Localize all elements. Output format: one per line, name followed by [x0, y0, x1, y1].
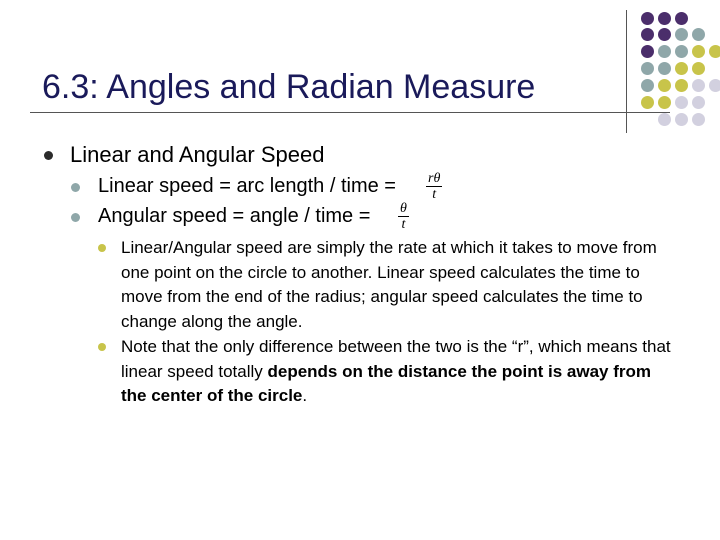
decor-dot	[641, 28, 654, 41]
decor-dot	[692, 28, 705, 41]
angular-speed-text: Angular speed = angle / time =	[98, 205, 371, 227]
decor-dot	[658, 12, 671, 25]
note-text-end: .	[302, 386, 308, 405]
decor-dot	[675, 12, 688, 25]
note-difference	[121, 335, 681, 409]
decor-dot	[675, 79, 688, 92]
note-bold-text: depends on the distance the point is away from the center of the circle	[121, 361, 651, 405]
linear-speed-text: Linear speed = arc length / time =	[98, 175, 396, 197]
angular-speed-fraction	[398, 201, 409, 233]
decor-dot	[692, 96, 705, 109]
decor-dot	[658, 62, 671, 75]
decor-dot	[641, 96, 654, 109]
decor-dot	[692, 113, 705, 126]
bullet-linear-angular-speed: Linear and Angular Speed	[70, 142, 325, 167]
decor-dot	[709, 79, 720, 92]
title-underline	[30, 112, 670, 113]
fraction-denominator: t	[432, 187, 437, 202]
vertical-divider	[626, 10, 627, 133]
decor-dot	[658, 79, 671, 92]
decor-dot	[675, 113, 688, 126]
linear-speed-fraction	[426, 171, 442, 203]
decor-dot	[658, 96, 671, 109]
decor-dot	[675, 62, 688, 75]
decor-dot	[641, 62, 654, 75]
fraction-numerator: rθ	[428, 171, 441, 186]
decor-dot	[709, 45, 720, 58]
fraction-denominator: t	[401, 217, 406, 232]
decor-dot	[675, 28, 688, 41]
decor-dot	[692, 79, 705, 92]
fraction-numerator: θ	[400, 201, 407, 216]
decor-dot	[641, 45, 654, 58]
bullet-dot	[44, 151, 53, 160]
note-text: Note that the only difference between the two is the “r”, which means that linear speed totally	[121, 337, 671, 381]
bullet-dot	[98, 343, 106, 351]
decor-dot	[658, 45, 671, 58]
note-rate-explanation: Linear/Angular speed are simply the rate at which it takes to move from one point on the circle to another. Linear speed calculates the time to move from the end of the radius; angular speed calculates the time to change along the angle.	[121, 238, 657, 331]
slide-title: 6.3: Angles and Radian Measure	[42, 68, 536, 106]
decor-dot	[692, 62, 705, 75]
decor-dot	[675, 45, 688, 58]
bullet-dot	[71, 183, 80, 192]
decor-dot	[658, 113, 671, 126]
bullet-dot	[98, 244, 106, 252]
decor-dot	[641, 12, 654, 25]
decor-dot	[641, 79, 654, 92]
decor-dot	[658, 28, 671, 41]
bullet-dot	[71, 213, 80, 222]
decor-dot	[675, 96, 688, 109]
decor-dot	[692, 45, 705, 58]
